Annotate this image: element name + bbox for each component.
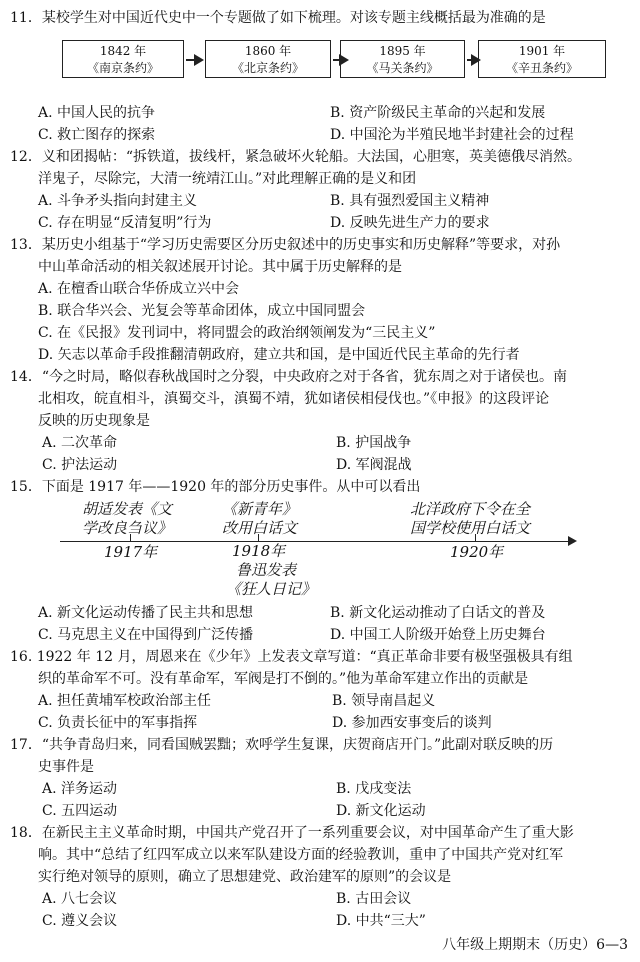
q11-box-3: 1895 年 《马关条约》 (340, 40, 465, 78)
q13-line-2: 中山革命活动的相关叙述展开讨论。其中属于历史解释的是 (38, 259, 402, 275)
q18-line-3: 实行绝对领导的原则，确立了思想建党、政治建军的原则”的会议是 (38, 869, 452, 885)
q15-option-b: B. 新文化运动推动了白话文的普及 (330, 605, 546, 621)
q11-box-1: 1842 年 《南京条约》 (62, 40, 184, 78)
q13-option-b: B. 联合华兴会、光复会等革命团体，成立中国同盟会 (38, 303, 366, 319)
q13-option-c: C. 在《民报》发刊词中，将同盟会的政治纲领阐发为“三民主义” (38, 325, 436, 341)
q15-event-luxun-a: 鲁迅发表 (236, 561, 297, 579)
q17-option-a: A. 洋务运动 (42, 781, 118, 797)
q16-option-b: B. 领导南昌起义 (332, 693, 436, 709)
q14-line-3: 反映的历史现象是 (38, 413, 150, 429)
q14-option-d: D. 军阀混战 (336, 457, 412, 473)
q18-line-2: 响。其中“总结了红四军成立以来军队建设方面的经验教训，重申了中国共产党对红军 (38, 847, 564, 863)
q12-option-a: A. 斗争矛头指向封建主义 (38, 193, 198, 209)
q15-event-xinqingnian: 《新青年》 改用白话文 (222, 500, 298, 537)
q15-axis-arrow-icon (568, 536, 577, 546)
q12-option-c: C. 存在明显“反清复明”行为 (38, 215, 212, 231)
q16-line-2: 织的革命军不可。没有革命军，军阀是打不倒的。”他为革命军建立作出的贡献是 (38, 671, 529, 687)
page-footer: 八年级上期期末（历史）6—3 (442, 937, 628, 953)
q16-line-1: 16. 1922 年 12 月，周恩来在《少年》上发表文章写道：“真正革命非要有极坚强极具有组 (10, 649, 573, 665)
q15-year-1917: 1917年 (104, 543, 158, 561)
q12-option-b: B. 具有强烈爱国主义精神 (330, 193, 490, 209)
q17-option-c: C. 五四运动 (42, 803, 118, 819)
q15-year-1920: 1920年 (450, 543, 504, 561)
q17-option-d: D. 新文化运动 (336, 803, 426, 819)
q12-option-d: D. 反映先进生产力的要求 (330, 215, 490, 231)
q15-tick (475, 534, 476, 542)
q18-option-c: C. 遵义会议 (42, 913, 118, 929)
q13-option-a: A. 在檀香山联合华侨成立兴中会 (38, 281, 240, 297)
q16-option-d: D. 参加西安事变后的谈判 (332, 715, 492, 731)
q15-event-1920: 北洋政府下令在全 国学校使用白话文 (410, 500, 531, 537)
q15-event-luxun-b: 《狂人日记》 (226, 580, 317, 598)
q11-arrow-icon (186, 59, 202, 61)
q16-option-c: C. 负责长征中的军事指挥 (38, 715, 198, 731)
q11-option-d: D. 中国沦为半殖民地半封建社会的过程 (330, 127, 574, 143)
q15-option-d: D. 中国工人阶级开始登上历史舞台 (330, 627, 546, 643)
q18-option-b: B. 古田会议 (336, 891, 412, 907)
q14-option-c: C. 护法运动 (42, 457, 118, 473)
q15-axis-line (60, 541, 570, 542)
q15-year-1918: 1918年 (232, 542, 286, 560)
q15-stem: 15．下面是 1917 年——1920 年的部分历史事件。从中可以看出 (10, 479, 421, 495)
q15-tick (258, 534, 259, 542)
q12-line-1: 12．义和团揭帖：“拆铁道，拔线杆，紧急破坏火轮船。大法国，心胆寒，英美德俄尽消然。 (10, 149, 581, 165)
q11-option-a: A. 中国人民的抗争 (38, 105, 156, 121)
q15-option-a: A. 新文化运动传播了民主共和思想 (38, 605, 254, 621)
q14-option-b: B. 护国战争 (336, 435, 412, 451)
q18-option-a: A. 八七会议 (42, 891, 118, 907)
q13-option-d: D. 矢志以革命手段推翻清朝政府，建立共和国，是中国近代民主革命的先行者 (38, 347, 520, 363)
q18-line-1: 18．在新民主主义革命时期，中国共产党召开了一系列重要会议，对中国革命产生了重大影 (10, 825, 574, 841)
q11-stem: 11．某校学生对中国近代史中一个专题做了如下梳理。对该专题主线概括最为准确的是 (10, 10, 546, 26)
q11-box-2: 1860 年 《北京条约》 (205, 40, 331, 78)
q17-line-1: 17．“共争青岛归来，同看国贼罢黜；欢呼学生复课，庆贺商店开门。”此副对联反映的历 (10, 737, 554, 753)
q11-option-b: B. 资产阶级民主革命的兴起和发展 (330, 105, 546, 121)
q13-line-1: 13．某历史小组基于“学习历史需要区分历史叙述中的历史事实和历史解释”等要求，对孙 (10, 237, 561, 253)
q17-line-2: 史事件是 (38, 759, 94, 775)
q16-option-a: A. 担任黄埔军校政治部主任 (38, 693, 212, 709)
q14-line-2: 北相攻，皖直相斗，滇蜀交斗，滇蜀不靖，犹如诸侯相侵伐也。”《申报》的这段评论 (38, 391, 550, 407)
q15-tick (130, 534, 131, 542)
q14-option-a: A. 二次革命 (42, 435, 118, 451)
q12-line-2: 洋鬼子，尽除完，大清一统靖江山。”对此理解正确的是义和团 (38, 171, 417, 187)
q15-event-1917: 胡适发表《文 学改良刍议》 (82, 500, 173, 537)
q17-option-b: B. 戊戌变法 (336, 781, 412, 797)
q14-line-1: 14．“今之时局，略似春秋战国时之分裂，中央政府之对于各省，犹东周之对于诸侯也。南 (10, 369, 567, 385)
q11-box-4: 1901 年 《辛丑条约》 (478, 40, 606, 78)
q18-option-d: D. 中共“三大” (336, 913, 426, 929)
q15-option-c: C. 马克思主义在中国得到广泛传播 (38, 627, 254, 643)
q11-option-c: C. 救亡图存的探索 (38, 127, 156, 143)
